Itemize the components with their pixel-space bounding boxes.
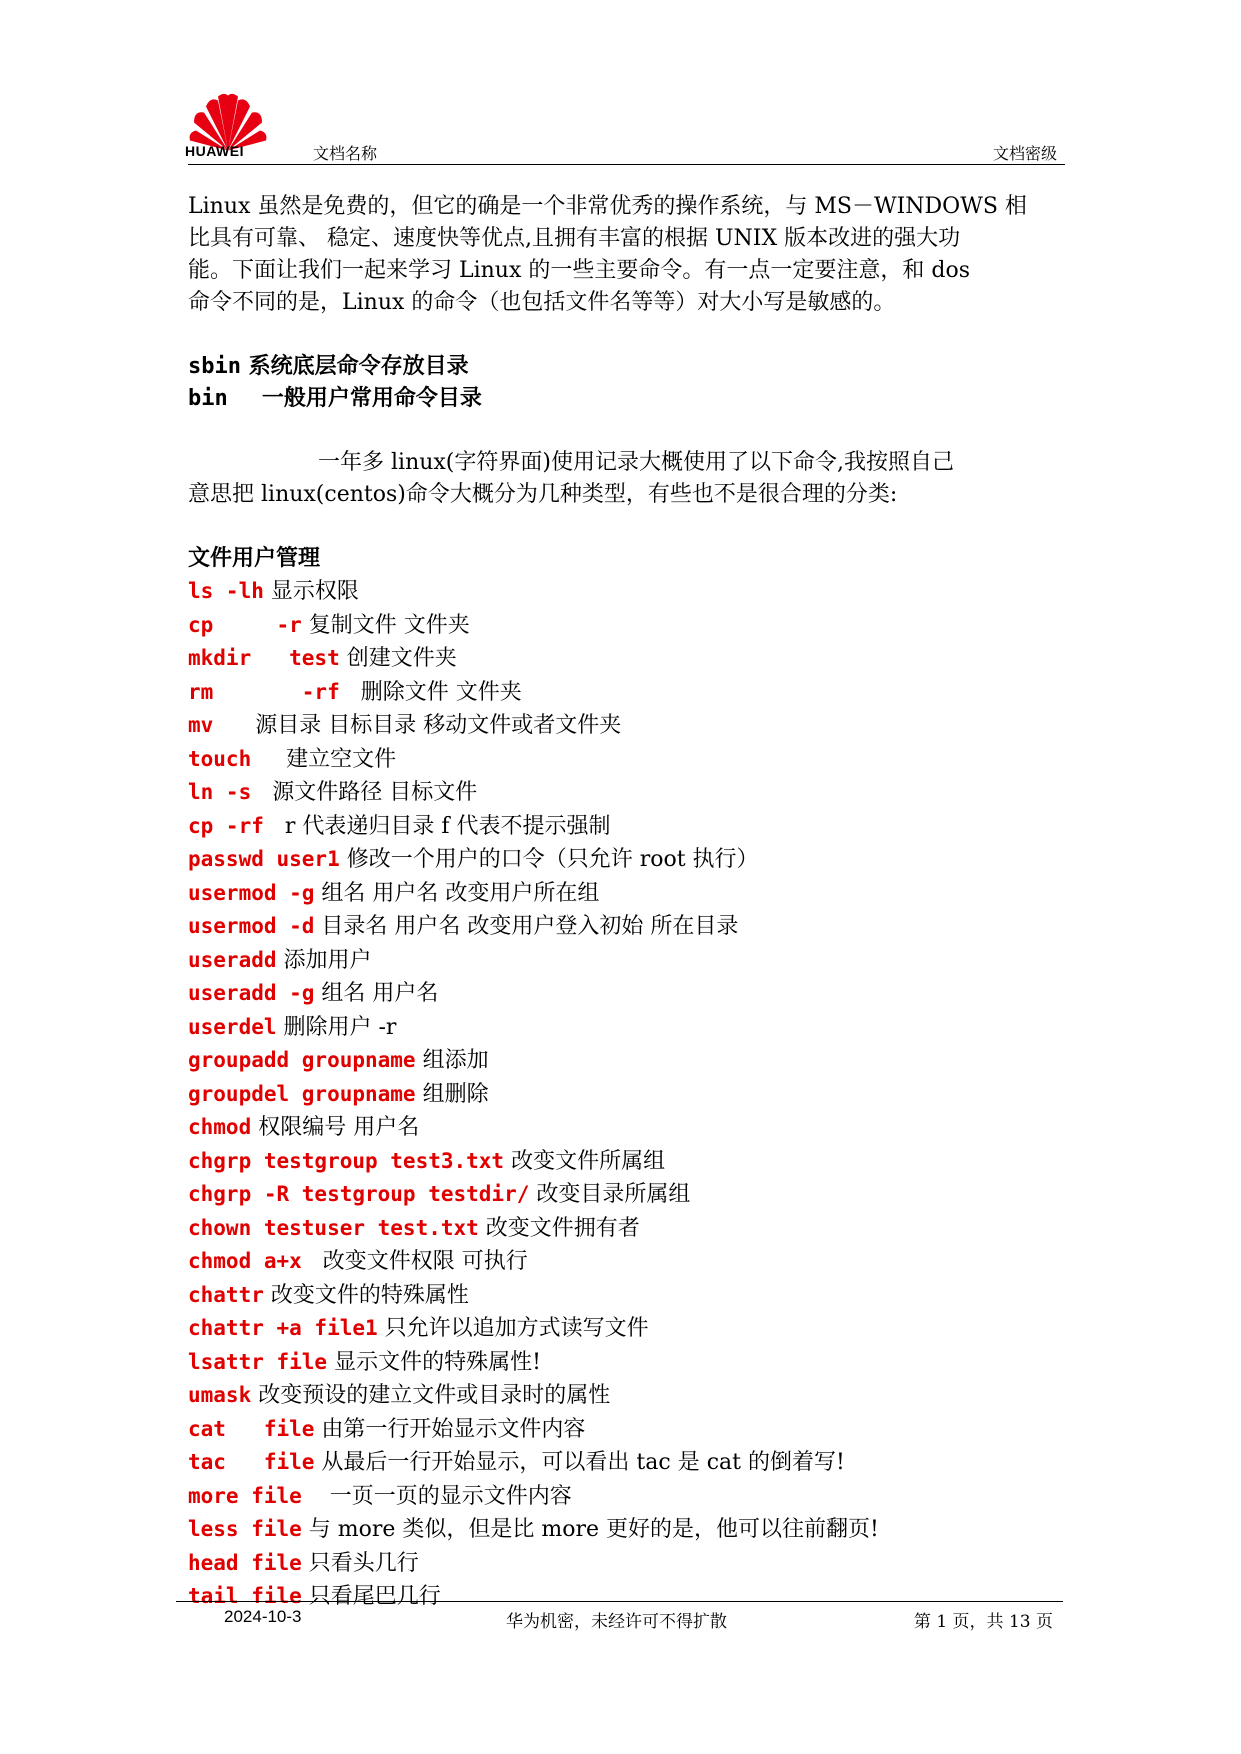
command-row bbox=[188, 1413, 1058, 1447]
command-description: 改变目录所属组 bbox=[529, 1182, 691, 1207]
command-row bbox=[188, 1011, 1058, 1045]
command-row bbox=[188, 1513, 1058, 1547]
command-row bbox=[188, 709, 1058, 743]
directory-bin: bin 一般用户常用命令目录 bbox=[188, 386, 482, 411]
command-row bbox=[188, 1078, 1058, 1112]
command-row bbox=[188, 1547, 1058, 1581]
command-text: chattr bbox=[188, 1282, 264, 1307]
command-text: less file bbox=[188, 1517, 302, 1541]
command-row bbox=[188, 1279, 1058, 1313]
command-description: 添加用户 bbox=[276, 947, 372, 973]
command-text: ln -s bbox=[188, 780, 252, 804]
command-text: touch bbox=[188, 746, 252, 771]
command-description: 改变文件权限 可执行 bbox=[301, 1249, 528, 1274]
command-text: lsattr file bbox=[188, 1349, 328, 1374]
command-text: rm -rf bbox=[188, 679, 340, 704]
footer-confidential: 华为机密，未经许可不得扩散 bbox=[506, 1612, 727, 1632]
command-text: chmod a+x bbox=[188, 1249, 302, 1273]
command-row bbox=[188, 1178, 1058, 1212]
command-text: usermod -g bbox=[188, 880, 315, 905]
intro-line: 能。下面让我们一起来学习 Linux 的一些主要命令。有一点一定要注意，和 dos bbox=[188, 258, 970, 283]
command-text: groupadd groupname bbox=[188, 1048, 416, 1072]
command-text: chmod bbox=[188, 1115, 252, 1139]
command-text: ls -lh bbox=[188, 579, 264, 603]
command-description: 只看尾巴几行 bbox=[301, 1584, 441, 1609]
command-description: 建立空文件 bbox=[251, 746, 397, 772]
command-text: tac file bbox=[188, 1450, 315, 1474]
command-text: cp -rf bbox=[188, 813, 264, 838]
command-description: 目录名 用户名 改变用户登入初始 所在目录 bbox=[314, 914, 739, 939]
command-text: usermod -d bbox=[188, 914, 315, 938]
intro-line: 比具有可靠、 稳定、速度快等优点,且拥有丰富的根据 UNIX 版本改进的强大功 bbox=[188, 226, 961, 251]
command-text: userdel bbox=[188, 1014, 277, 1039]
section-title: 文件用户管理 bbox=[188, 546, 321, 571]
footer-date: 2024-10-3 bbox=[224, 1607, 302, 1626]
command-text: more file bbox=[188, 1483, 302, 1508]
command-description: 创建文件夹 bbox=[339, 646, 457, 671]
command-row bbox=[188, 1379, 1058, 1413]
command-text: chattr +a file1 bbox=[188, 1316, 378, 1340]
command-row bbox=[188, 843, 1058, 877]
command-row bbox=[188, 1245, 1058, 1279]
command-text: groupdel groupname bbox=[188, 1081, 416, 1106]
header-divider bbox=[188, 164, 1065, 165]
command-row bbox=[188, 1346, 1058, 1380]
command-row bbox=[188, 977, 1058, 1011]
command-text: cp -r bbox=[188, 612, 302, 637]
command-text: mkdir test bbox=[188, 646, 340, 670]
command-row bbox=[188, 910, 1058, 944]
command-description: 只允许以追加方式读写文件 bbox=[377, 1316, 649, 1341]
logo-text: HUAWEI bbox=[185, 143, 244, 159]
command-description: r 代表递归目录 f 代表不提示强制 bbox=[263, 813, 611, 839]
command-row bbox=[188, 1480, 1058, 1514]
document-name: 文档名称 bbox=[313, 144, 378, 163]
command-row bbox=[188, 1145, 1058, 1179]
footer-page-number: 第 1 页，共 13 页 bbox=[913, 1612, 1053, 1632]
command-text: cat file bbox=[188, 1416, 315, 1441]
command-text: mv bbox=[188, 713, 214, 737]
command-row bbox=[188, 1044, 1058, 1078]
command-description: 改变文件拥有者 bbox=[478, 1215, 640, 1241]
command-row bbox=[188, 642, 1058, 676]
page-footer bbox=[176, 1601, 1063, 1641]
command-description: 权限编号 用户名 bbox=[251, 1115, 420, 1140]
command-description: 改变文件的特殊属性 bbox=[263, 1282, 469, 1308]
command-description: 改变预设的建立文件或目录时的属性 bbox=[251, 1383, 611, 1408]
command-description: 源文件路径 目标文件 bbox=[251, 780, 478, 805]
command-row bbox=[188, 1212, 1058, 1246]
command-text: useradd -g bbox=[188, 981, 315, 1005]
command-description: 源目录 目标目录 移动文件或者文件夹 bbox=[213, 713, 622, 738]
command-text: umask bbox=[188, 1383, 252, 1407]
command-list bbox=[188, 575, 1058, 1614]
command-description: 一页一页的显示文件内容 bbox=[301, 1483, 572, 1509]
command-row bbox=[188, 944, 1058, 978]
command-description: 组添加 bbox=[415, 1048, 489, 1073]
command-description: 删除用户 -r bbox=[276, 1014, 397, 1040]
command-row bbox=[188, 609, 1058, 643]
command-text: passwd user1 bbox=[188, 847, 340, 871]
command-text: chown testuser test.txt bbox=[188, 1215, 479, 1240]
command-description: 组删除 bbox=[415, 1081, 489, 1107]
command-row bbox=[188, 810, 1058, 844]
command-text: chgrp -R testgroup testdir/ bbox=[188, 1182, 530, 1206]
para2-line: 意思把 linux(centos)命令大概分为几种类型，有些也不是很合理的分类: bbox=[188, 482, 898, 507]
command-text: head file bbox=[188, 1550, 302, 1575]
command-row bbox=[188, 1446, 1058, 1480]
command-text: tail file bbox=[188, 1584, 302, 1608]
command-row bbox=[188, 1312, 1058, 1346]
command-row bbox=[188, 1111, 1058, 1145]
command-description: 显示权限 bbox=[263, 579, 359, 604]
command-description: 改变文件所属组 bbox=[504, 1148, 666, 1174]
page-header bbox=[185, 85, 1065, 165]
command-text: useradd bbox=[188, 947, 277, 972]
command-description: 从最后一行开始显示，可以看出 tac 是 cat 的倒着写! bbox=[314, 1450, 845, 1475]
command-description: 组名 用户名 bbox=[314, 981, 439, 1006]
intro-line: 命令不同的是，Linux 的命令（也包括文件名等等）对大小写是敏感的。 bbox=[188, 290, 896, 315]
command-row bbox=[188, 743, 1058, 777]
command-description: 只看头几行 bbox=[301, 1550, 419, 1576]
footer-divider bbox=[176, 1601, 1063, 1602]
command-description: 显示文件的特殊属性! bbox=[327, 1349, 541, 1375]
command-description: 删除文件 文件夹 bbox=[339, 679, 522, 705]
document-body bbox=[188, 191, 1058, 1614]
command-description: 由第一行开始显示文件内容 bbox=[314, 1416, 586, 1442]
command-row bbox=[188, 575, 1058, 609]
command-row bbox=[188, 776, 1058, 810]
command-description: 组名 用户名 改变用户所在组 bbox=[314, 880, 600, 906]
command-description: 与 more 类似，但是比 more 更好的是，他可以往前翻页! bbox=[301, 1517, 879, 1542]
command-text: chgrp testgroup test3.txt bbox=[188, 1148, 505, 1173]
para2-line: 一年多 linux(字符界面)使用记录大概使用了以下命令,我按照自己 bbox=[318, 450, 954, 475]
command-description: 复制文件 文件夹 bbox=[301, 612, 470, 638]
intro-line: Linux 虽然是免费的，但它的确是一个非常优秀的操作系统，与 MS－WINDOWS 相 bbox=[188, 194, 1027, 219]
command-row bbox=[188, 676, 1058, 710]
document-classification: 文档密级 bbox=[992, 144, 1057, 163]
directory-sbin: sbin 系统底层命令存放目录 bbox=[188, 354, 469, 379]
command-description: 修改一个用户的口令（只允许 root 执行） bbox=[339, 847, 759, 872]
command-row bbox=[188, 877, 1058, 911]
